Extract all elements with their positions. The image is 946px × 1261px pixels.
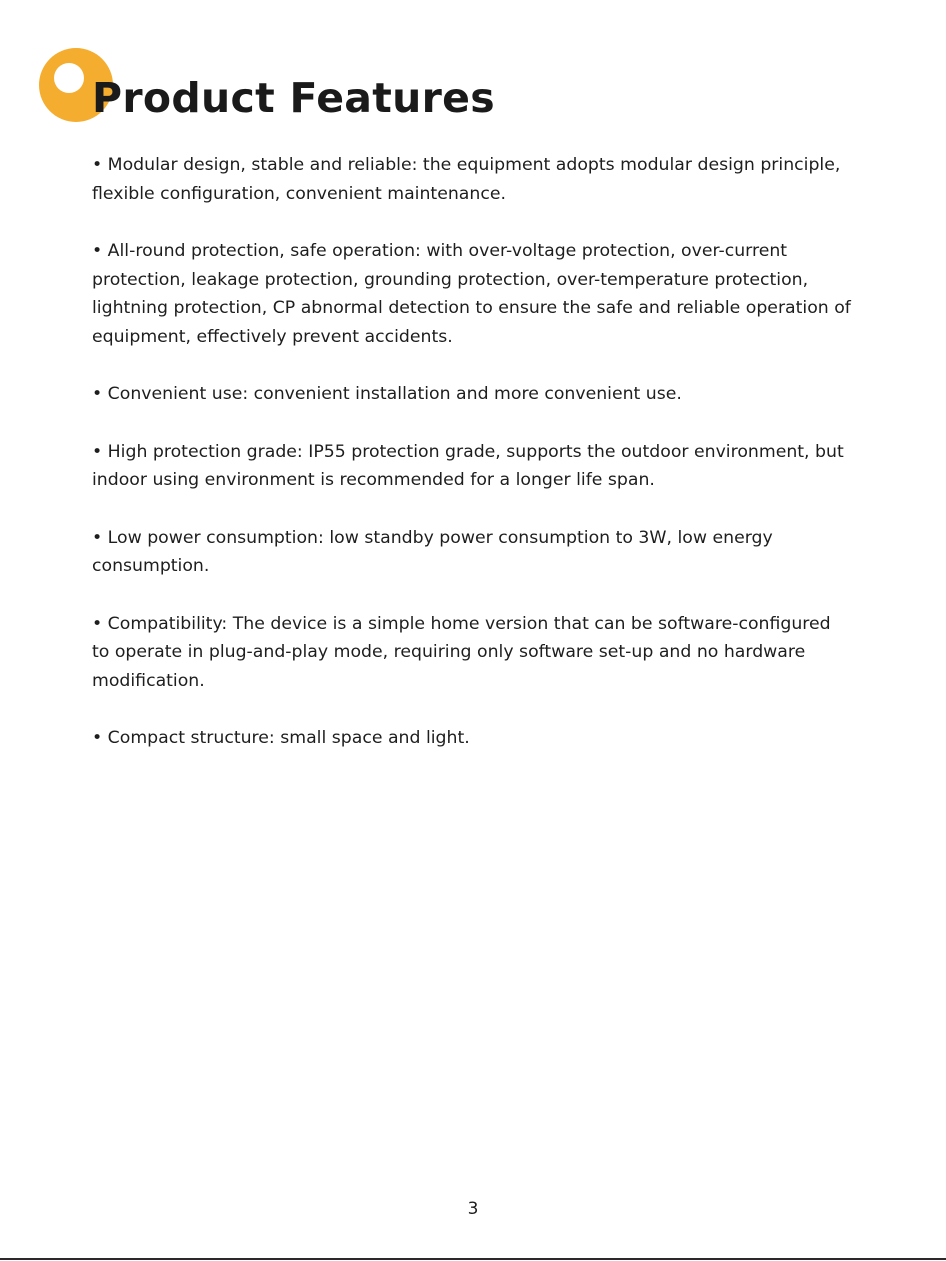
feature-item-convenient-use: • Convenient use: convenient installation and more convenient use. — [92, 384, 682, 404]
feature-item-modular-design: • Modular design, stable and reliable: the equipment adopts modular design principle, flexible configuration, convenient maintenance. — [92, 155, 841, 204]
page-title: Product Features — [92, 74, 495, 122]
feature-list — [92, 151, 852, 782]
feature-item-protection: • All-round protection, safe operation: with over-voltage protection, over-current protection, leakage protection, grounding protection, over-temperature protection, lightning protection, CP abnormal detection to ensure the safe and reliable operation of equipment, effectively prevent accidents. — [92, 241, 851, 347]
title-accent-dot — [54, 63, 84, 93]
feature-item-compact-structure: • Compact structure: small space and light. — [92, 728, 470, 748]
feature-item-protection-grade: • High protection grade: IP55 protection grade, supports the outdoor environment, but indoor using environment is recommended for a longer life span. — [92, 441, 844, 490]
bottom-divider — [0, 1258, 946, 1260]
feature-item-compatibility: • Compatibility: The device is a simple home version that can be software-configured to operate in plug-and-play mode, requiring only software set-up and no hardware modification. — [92, 613, 831, 691]
page-number: 3 — [467, 1199, 479, 1219]
feature-item-low-power: • Low power consumption: low standby power consumption to 3W, low energy consumption. — [92, 527, 773, 576]
